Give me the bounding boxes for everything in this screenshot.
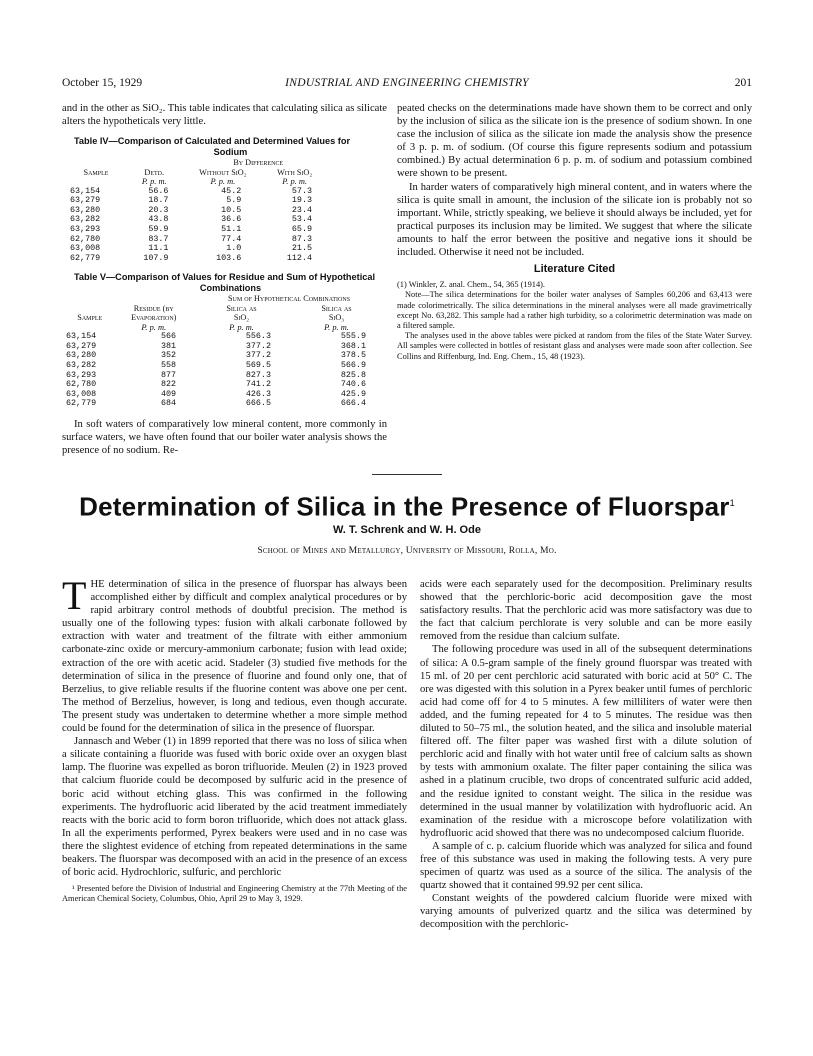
table5-row [66,332,384,342]
table4-cell: 77.4 [221,233,242,244]
table5-cell: 381 [160,340,177,351]
table4-cell: 51.1 [221,223,242,234]
table4-row [70,196,330,206]
table4-header: Without SiO₂ [199,167,247,177]
table5-cell: 63,280 [66,350,97,361]
literature-cited-heading: Literature Cited [533,263,616,276]
table5 [66,294,384,409]
table5-header: Sample [77,313,103,323]
table4-cell: 107.9 [143,252,169,263]
authors: W. T. Schrenk and W. H. Ode [333,524,481,536]
table4-cell: 83.7 [148,233,169,244]
table5-cell: 877 [160,369,177,380]
table4-cell: 112.4 [286,252,312,263]
table5-row [66,342,384,352]
table5-cell: 827.3 [245,369,271,380]
table5-cell: 378.5 [340,350,366,361]
table4-row [70,225,330,235]
table4-row [70,254,330,264]
table5-cell: 377.2 [245,350,271,361]
drop-cap: T [62,573,87,618]
table5-cell: 62,779 [66,398,97,409]
table5-header: SiO₃ [328,313,345,323]
table4-cell: 10.5 [221,204,242,215]
table5-header: Residue (by [133,303,174,313]
table4-cell: 62,779 [70,252,101,263]
table4-row [70,215,330,225]
header-date: October 15, 1929 [62,77,143,89]
paragraph: A sample of c. p. calcium fluoride which was analyzed for silica and found free of this substance was used in making the following tests. A very pure specimen of quartz was used as a source of the silica. The analysis of the quartz showed that it contained 99.92 per cent silica. [420,840,752,892]
table5-cell: 666.4 [340,398,366,409]
table4-cell: 87.3 [291,233,312,244]
bottom-right-column [420,578,752,932]
table5-cell: 569.5 [245,359,271,370]
table5-caption: Table V—Comparison of Values for Residue and Sum of Hypothetical Combinations [74,272,376,294]
journal-title: INDUSTRIAL AND ENGINEERING CHEMISTRY [285,77,529,89]
table4-cell: 45.2 [221,185,242,196]
bottom-left-column [62,573,407,905]
table4-cell: 11.1 [148,243,169,254]
table5-cell: 426.3 [245,388,271,399]
table5-cell: 556.3 [245,331,271,342]
note: Note—The silica determinations for the boiler water analyses of Samples 60,206 and 63,413 were made colorimetrically. The silica determinations in the mineral analyses were all made gravimetrically except No. 63,282. This sample had a rather high turbidity, so a colorimetric determination was made on a filtered sample. [397,290,752,331]
table5-cell: 825.8 [340,369,366,380]
table4-cell: 57.3 [291,185,312,196]
table4-row [70,206,330,216]
table5-cell: 63,282 [66,359,97,370]
table4-cell: 63,280 [70,204,101,215]
table4-unit: P. p. m. [141,177,167,186]
table5-cell: 558 [160,359,177,370]
top-right-column [397,102,752,362]
page-header [62,77,752,93]
table5-row [66,371,384,381]
table5-unit: P. p. m. [324,322,349,332]
article-title: Determination of Silica in the Presence of Fluorspar$^1$ [79,491,735,522]
table4-group-header: By Difference [233,158,284,168]
table4-cell: 63,008 [70,243,101,254]
table4-row [70,187,330,197]
table4-cell: 63,279 [70,195,101,206]
title-footnote-mark: 1 [729,498,735,508]
affiliation: School of Mines and Metallurgy, University of Missouri, Rolla, Mo. [257,545,557,556]
reference-item: (1) Winkler, Z. anal. Chem., 54, 365 (1914). [397,280,546,290]
table4-header: Sample [83,167,109,177]
table5-cell: 566.9 [340,359,366,370]
table4-header: With SiO₂ [277,167,313,177]
table4-cell: 59.9 [148,223,169,234]
note: The analyses used in the above tables were picked at random from the files of the State Water Survey. All samples were collected in bottles of resistant glass and analyses were made soon after collection. See Collins and Riffenburg, Ind. Eng. Chem., 15, 48 (1923). [397,331,752,361]
paragraph: Constant weights of the powdered calcium fluoride were mixed with varying amounts of pulverized quartz and the silica was determined by decomposition with the perchloric- [420,893,752,931]
paragraph: In soft waters of comparatively low mineral content, more commonly in surface waters, we have often found that our boiler water analysis shows the presence of no sodium. Re- [62,418,387,457]
table5-cell: 62,780 [66,379,97,390]
table4-caption: Table IV—Comparison of Calculated and Determined Values for Sodium [74,136,351,158]
table5-cell: 740.6 [340,379,366,390]
table5-cell: 352 [160,350,177,361]
table5-row [66,380,384,390]
table4 [70,158,330,263]
table4-cell: 1.0 [226,243,242,254]
table5-row [66,390,384,400]
table5-cell: 425.9 [340,388,366,399]
table5-cell: 822 [160,379,177,390]
paragraph: Jannasch and Weber (1) in 1899 reported that there was no loss of silica when a silicate containing a fluoride was fused with boric oxide over an oxygen blast lamp. The fluorine was expelled as boron trifluoride. Meulen (2) in 1923 proved that calcium fluoride could be decomposed by sulfuric acid in the presence of boric acid without etching glass. This was confirmed in the following experiments. The hydrofluoric acid liberated by the acid treatment immediately reacts with the boric acid to form boron trifluoride, which does not attack glass. In all the experiments performed, Pyrex beakers were used and in no case was there the slightest evidence of etching from repeated determinations in the same beakers. The fluorspar was decomposed with an acid in the presence of an excess of boric acid. Hydrochloric, sulfuric, and perchloric [62,736,407,879]
table4-cell: 18.7 [148,195,169,206]
table4-cell: 19.3 [291,195,312,206]
table5-row [66,399,384,409]
paragraph: In harder waters of comparatively high mineral content, and in waters where the silica is quite small in amount, the inclusion of the silicate ion is probably not so important. While, strictly speaking, we believe it should always be included, yet for practical purposes its inclusion may be limited. We suggest that where the silicate amounts to half the error between the positive and negative ions it should be included. Otherwise it need not be included. [397,181,752,259]
table5-cell: 409 [160,388,177,399]
paragraph: acids were each separately used for the decomposition. Preliminary results showed that the perchloric-boric acid decomposition gave the most satisfactory results. That the perchloric acid was more satisfactory was due to the fact that calcium perchlorate is very soluble and can be more easily removed from the residue than calcium sulfate. [420,579,752,643]
table4-unit: P. p. m. [210,177,236,186]
table4-cell: 63,154 [70,185,101,196]
table4-cell: 63,293 [70,223,101,234]
table5-unit: P. p. m. [229,322,254,332]
paragraph: THE determination of silica in the presence of fluorspar has always been accomplished either by difficult and complex analytical procedures or by rapid arbitrary control methods of doubtful precision. The method is usually one of the following types: fusion with alkali carbonate followed by extraction with water and treatment of the filtrate with either ammonium carbonate-zinc oxide or mercury-ammonium carbonate; fusion with lead oxide; extraction of the ore with acetic acid. Stadeler (3) studied five methods for the determination of silica in the presence of fluorine and found only one, that of Berzelius, to give reliable results if the fluorine content was above one per cent. The method of Berzelius, however, is long and tedious, even though accurate. The present study was undertaken to determine whether a more simple method could be found for the determination of silica in the presence of fluorspar. [62,573,407,735]
top-left-column [62,102,387,457]
table4-cell: 53.4 [291,214,312,225]
table4-cell: 20.3 [148,204,169,215]
table5-group-header: Sum of Hypothetical Combinations [227,294,351,304]
table4-header: Detd. [144,167,165,177]
table5-cell: 377.2 [245,340,271,351]
table4-cell: 103.6 [216,252,242,263]
table4-cell: 63,282 [70,214,101,225]
table5-cell: 666.5 [245,398,271,409]
table4-cell: 23.4 [291,204,312,215]
table5-cell: 684 [160,398,177,409]
table5-cell: 63,008 [66,388,97,399]
table5-header: Evaporation) [131,313,177,323]
table5-row [66,351,384,361]
table5-header: SiO₂ [233,313,250,323]
table4-unit: P. p. m. [282,177,307,186]
table4-cell: 21.5 [291,243,312,254]
table5-unit: P. p. m. [141,322,167,332]
divider [372,474,442,475]
table5-cell: 63,154 [66,331,97,342]
table5-cell: 63,279 [66,340,97,351]
table4-cell: 43.8 [148,214,169,225]
references [397,280,752,362]
paragraph: peated checks on the determinations made have shown them to be correct and only by the inclusion of silica as the silicate ion is the presence of sodium shown. In one case the inclusion of silica as the silicate ion made the analysis show the presence of 3 p. p. m. of sodium. (Of course this figure represents sodium and potassium combined.) By actual determination 6 p. p. m. of sodium and potassium combined were shown to be present. [397,103,752,180]
table4-cell: 62,780 [70,233,101,244]
table4-cell: 36.6 [221,214,242,225]
table5-row [66,361,384,371]
table5-cell: 63,293 [66,369,97,380]
table5-cell: 741.2 [245,379,271,390]
table5-cell: 566 [160,331,177,342]
table5-header [66,304,113,313]
table4-cell: 65.9 [291,223,312,234]
table4-row [70,235,330,245]
table5-header: Silica as [321,303,352,313]
footnote: ¹ Presented before the Division of Industrial and Engineering Chemistry at the 77th Meeting of the American Chemical Society, Columbus, Ohio, April 29 to May 3, 1929. [62,884,407,904]
table5-cell: 555.9 [340,331,366,342]
table4-cell: 5.9 [226,195,242,206]
paragraph: and in the other as SiO₂. This table indicates that calculating silica as silicate alters the hypotheticals very little. [62,103,387,128]
table5-cell: 368.1 [340,340,366,351]
paragraph: The following procedure was used in all of the subsequent determinations of silica: A 0.5-gram sample of the finely ground fluorspar was treated with 15 ml. of 20 per cent perchloric acid saturated with boric acid at 50° C. The ore was digested with this solution in a Pyrex beaker until fumes of perchloric acid had come off for 4 to 5 minutes. A few milliliters of water were then added, and the fuming repeated for 4 to 5 minutes. The residue was then diluted to 50–75 ml., the solution heated, and the silica and insoluble material filtered off. The filter paper was washed first with a dilute solution of perchloric acid and finally with hot water until free of calcium salts as shown by tests with ammonium oxalate. The filter paper containing the silica was ashed in a platinum crucible, two drops of concentrated sulfuric acid added, and the residue ignited to constant weight. The silica in the residue was determined in the usual manner by volatilization with hydrofluoric acid. An examination of the residue with a microscope before volatilization with hydrofluoric acid showed that there was no undecomposed calcium fluoride. [420,644,752,839]
table4-cell: 56.6 [148,185,169,196]
page-number: 201 [734,77,752,89]
table5-header: Silica as [226,303,257,313]
